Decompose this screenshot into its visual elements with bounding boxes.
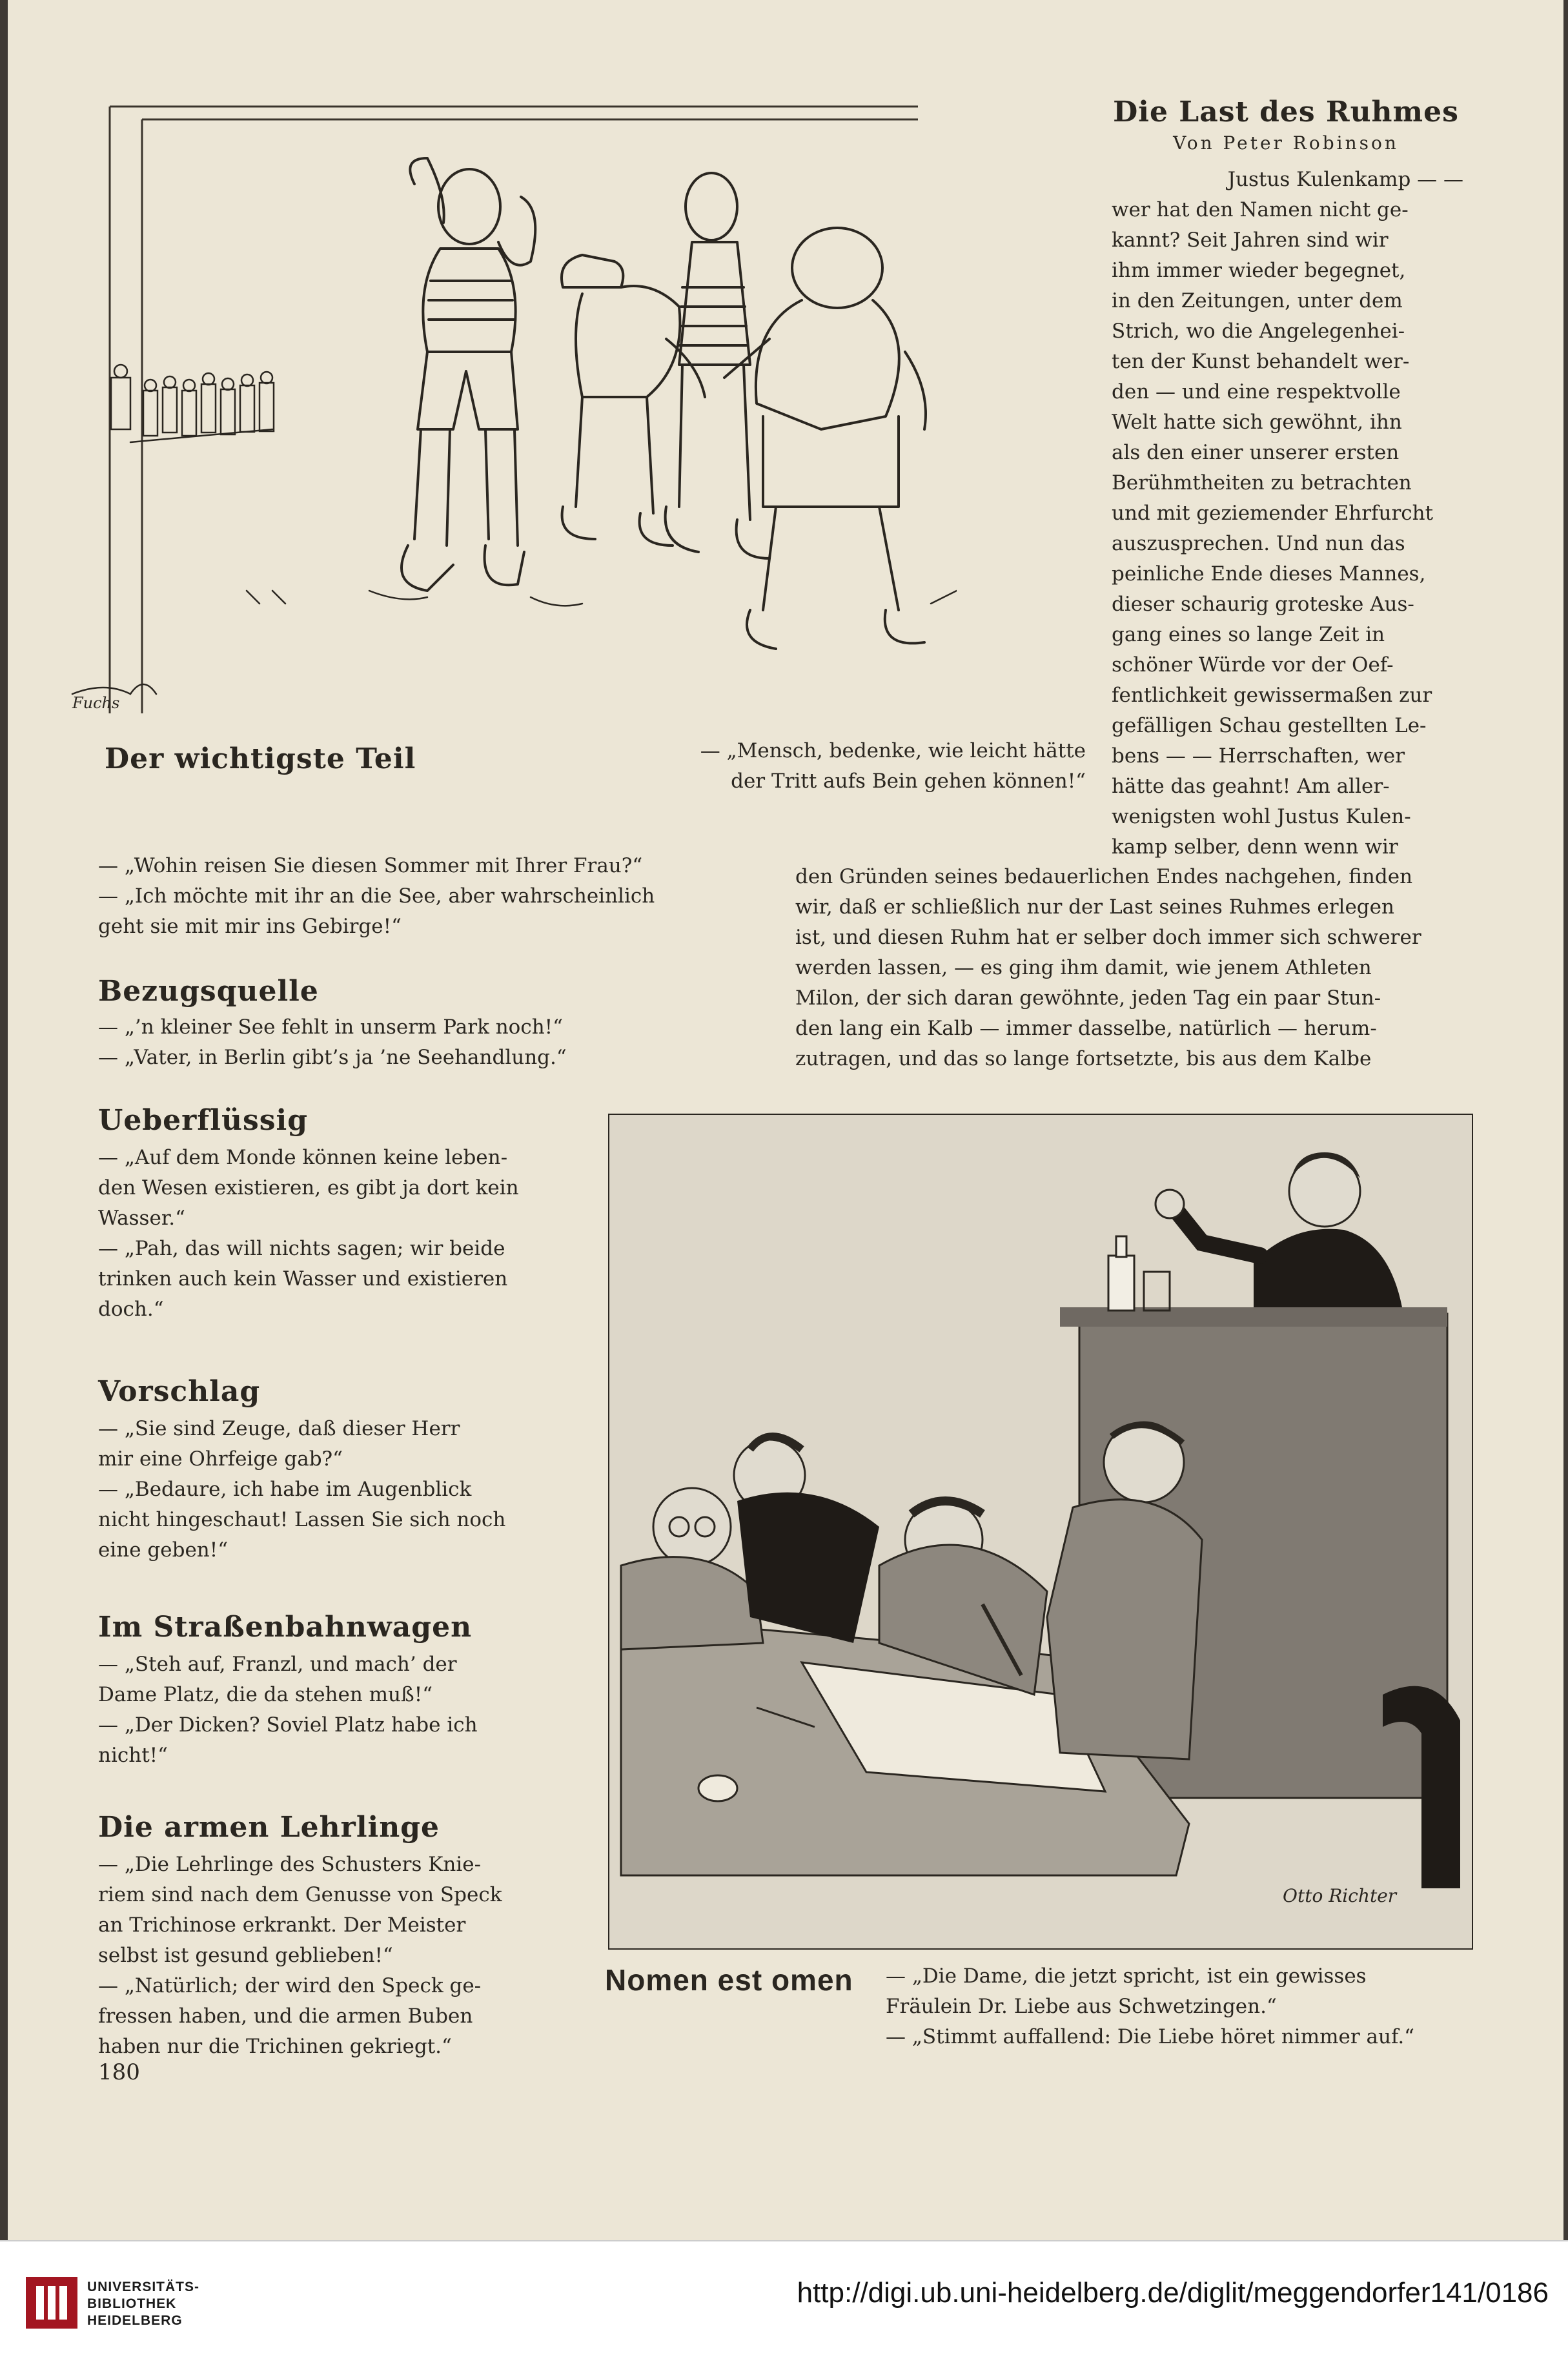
footer-bar: [0, 2240, 1568, 2357]
source-url-link[interactable]: http://digi.ub.uni-heidelberg.de/diglit/meggendorfer141/0186: [797, 2277, 1549, 2309]
joke-line: — „Natürlich; der wird den Speck ge-: [98, 1974, 482, 1997]
article-line: ten der Kunst behandelt wer-: [1112, 350, 1410, 373]
cartoon-lecture-illustration: [608, 1114, 1473, 1950]
article-line: bens — — Herrschaften, wer: [1112, 744, 1405, 768]
library-name: [87, 2279, 199, 2329]
article-line: Berühmtheiten zu betrachten: [1112, 471, 1412, 495]
joke-strassenbahn: [98, 1649, 550, 1771]
article-line: in den Zeitungen, unter dem: [1112, 289, 1403, 312]
joke-line: — „Vater, in Berlin gibt’s ja ’ne Seehandlung.“: [98, 1046, 567, 1069]
joke-line: — „Die Lehrlinge des Schusters Knie-: [98, 1853, 482, 1876]
article-column: [1112, 165, 1463, 862]
cartoon1-caption: [647, 736, 1086, 797]
joke-line: nicht!“: [98, 1744, 168, 1767]
article-line: Milon, der sich daran gewöhnte, jeden Tag ein paar Stun-: [795, 986, 1381, 1010]
article-byline: Von Peter Robinson: [1173, 132, 1399, 154]
cartoon2-signature: Otto Richter: [1283, 1885, 1397, 1906]
article-title: Die Last des Ruhmes: [1113, 96, 1459, 128]
article-line: dieser schaurig groteske Aus-: [1112, 593, 1414, 616]
article-line: Welt hatte sich gewöhnt, ihn: [1112, 411, 1402, 434]
joke-line: riem sind nach dem Genusse von Speck: [98, 1883, 502, 1906]
cartoon1-heading: Der wichtigste Teil: [105, 742, 416, 775]
page-number: 180: [98, 2059, 140, 2085]
joke-line: eine geben!“: [98, 1538, 229, 1562]
caption-line: — „Die Dame, die jetzt spricht, ist ein gewisses: [886, 1964, 1367, 1988]
joke-line: — „Sie sind Zeuge, daß dieser Herr: [98, 1417, 460, 1440]
article-line: den lang ein Kalb — immer dasselbe, natürlich — herum-: [795, 1017, 1377, 1040]
article-line: wer hat den Namen nicht ge-: [1112, 198, 1409, 221]
article-line: und mit geziemender Ehrfurcht: [1112, 502, 1434, 525]
joke-line: — „Der Dicken? Soviel Platz habe ich: [98, 1713, 478, 1737]
caption-line: Fräulein Dr. Liebe aus Schwetzingen.“: [886, 1995, 1277, 2018]
article-line: den — und eine respektvolle: [1112, 380, 1401, 403]
joke-line: nicht hingeschaut! Lassen Sie sich noch: [98, 1508, 506, 1531]
article-line: Strich, wo die Angelegenhei-: [1112, 320, 1405, 343]
joke-travel: [98, 851, 757, 942]
joke-line: trinken auch kein Wasser und existieren: [98, 1267, 508, 1291]
joke-line: Wasser.“: [98, 1207, 185, 1230]
article-line: hätte das geahnt! Am aller-: [1112, 775, 1390, 798]
joke-line: — „Steh auf, Franzl, und mach’ der: [98, 1653, 457, 1676]
joke-heading: Im Straßenbahnwagen: [98, 1611, 473, 1644]
joke-ueberfluessig: [98, 1143, 550, 1325]
article-line: gang eines so lange Zeit in: [1112, 623, 1385, 646]
cartoon2-heading: Nomen est omen: [605, 1963, 853, 1997]
article-line: Justus Kulenkamp — —: [1227, 168, 1463, 191]
joke-heading: Ueberflüssig: [98, 1104, 308, 1137]
joke-line: selbst ist gesund geblieben!“: [98, 1944, 393, 1967]
joke-line: den Wesen existieren, es gibt ja dort kein: [98, 1176, 519, 1199]
article-line: ihm immer wieder begegnet,: [1112, 259, 1406, 282]
joke-heading: Die armen Lehrlinge: [98, 1811, 440, 1844]
cartoon2-caption: [886, 1961, 1473, 2052]
joke-line: geht sie mit mir ins Gebirge!“: [98, 915, 402, 938]
library-name-line: UNIVERSITÄTS-: [87, 2280, 200, 2294]
joke-line: fressen haben, und die armen Buben: [98, 2005, 473, 2028]
joke-lehrlinge: [98, 1850, 550, 2062]
joke-line: mir eine Ohrfeige gab?“: [98, 1447, 343, 1471]
joke-vorschlag: [98, 1414, 550, 1566]
caption-line: — „Mensch, bedenke, wie leicht hätte: [700, 739, 1086, 762]
joke-line: doch.“: [98, 1298, 164, 1321]
joke-bezugsquelle: [98, 1012, 757, 1073]
article-line: werden lassen, — es ging ihm damit, wie jenem Athleten: [795, 956, 1372, 979]
scanned-page: [8, 0, 1563, 2240]
joke-line: — „Auf dem Monde können keine leben-: [98, 1146, 508, 1169]
library-name-line: HEIDELBERG: [87, 2313, 183, 2328]
article-line: schöner Würde vor der Oef-: [1112, 653, 1394, 677]
joke-line: — „’n kleiner See fehlt in unserm Park noch!“: [98, 1015, 563, 1039]
caption-line: — „Stimmt auffallend: Die Liebe höret nimmer auf.“: [886, 2025, 1415, 2048]
library-logo-icon: [26, 2277, 77, 2329]
library-name-line: BIBLIOTHEK: [87, 2296, 177, 2311]
joke-line: — „Pah, das will nichts sagen; wir beide: [98, 1237, 505, 1260]
joke-heading: Vorschlag: [98, 1375, 261, 1408]
joke-line: Dame Platz, die da stehen muß!“: [98, 1683, 433, 1706]
article-line: als den einer unserer ersten: [1112, 441, 1400, 464]
joke-line: — „Ich möchte mit ihr an die See, aber wahrscheinlich: [98, 884, 655, 908]
article-line: wir, daß er schließlich nur der Last seines Ruhmes erlegen: [795, 895, 1394, 919]
cartoon1-signature: Fuchs: [72, 694, 120, 712]
article-line: fentlichkeit gewissermaßen zur: [1112, 684, 1432, 707]
article-line: gefälligen Schau gestellten Le-: [1112, 714, 1427, 737]
joke-line: haben nur die Trichinen gekriegt.“: [98, 2035, 452, 2058]
article-continuation: [795, 862, 1463, 1074]
cartoon-football-illustration: [66, 94, 957, 733]
joke-line: an Trichinose erkrankt. Der Meister: [98, 1913, 466, 1937]
article-line: kamp selber, denn wenn wir: [1112, 835, 1398, 859]
joke-line: — „Wohin reisen Sie diesen Sommer mit Ihrer Frau?“: [98, 854, 643, 877]
article-line: auszusprechen. Und nun das: [1112, 532, 1405, 555]
article-line: den Gründen seines bedauerlichen Endes nachgehen, finden: [795, 865, 1413, 888]
joke-heading: Bezugsquelle: [98, 975, 319, 1008]
article-line: ist, und diesen Ruhm hat er selber doch immer sich schwerer: [795, 926, 1421, 949]
article-line: kannt? Seit Jahren sind wir: [1112, 229, 1389, 252]
article-line: wenigsten wohl Justus Kulen-: [1112, 805, 1411, 828]
caption-line: der Tritt aufs Bein gehen können!“: [731, 770, 1086, 793]
article-line: zutragen, und das so lange fortsetzte, bis aus dem Kalbe: [795, 1047, 1372, 1070]
joke-line: — „Bedaure, ich habe im Augenblick: [98, 1478, 472, 1501]
article-line: peinliche Ende dieses Mannes,: [1112, 562, 1426, 586]
